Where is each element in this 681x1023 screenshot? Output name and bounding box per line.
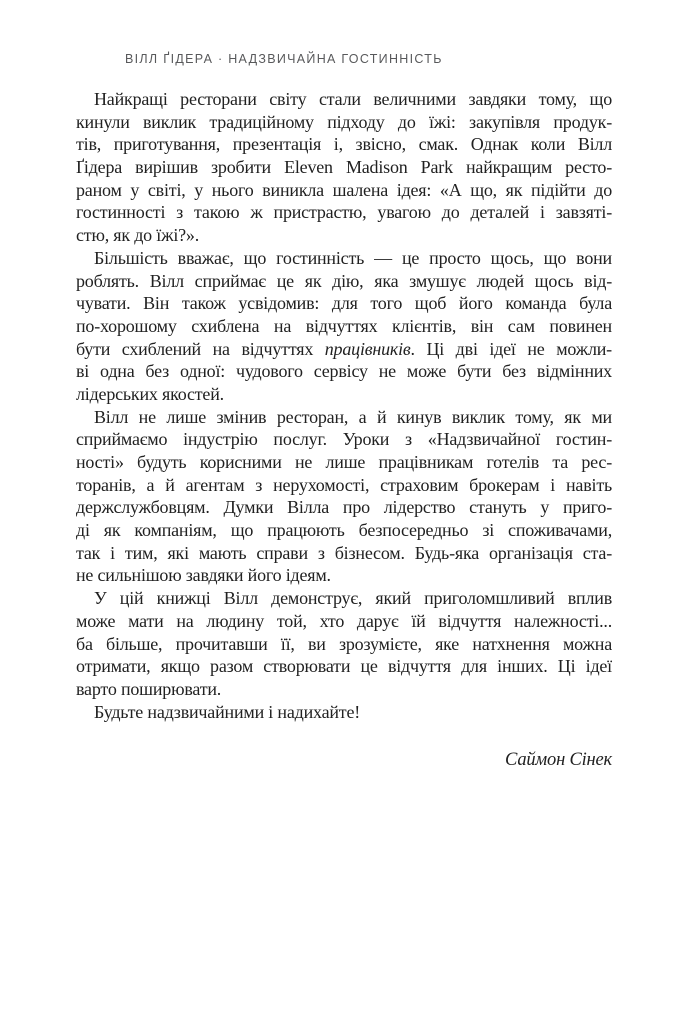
text-segment: У цій книжці Вілл демонструє, який приголомшливий вплив (94, 588, 612, 609)
text-segment: отримати, якщо разом створювати це відчуття для інших. Ці ідеї (76, 656, 612, 677)
text-line (76, 701, 612, 724)
text-segment: не сильнішою завдяки його ідеям. (76, 565, 331, 586)
text-line (76, 406, 612, 429)
text-line (76, 360, 612, 383)
foreword-text-block (76, 88, 612, 772)
text-segment: раном у світі, у нього виникла шалена ідея: «А що, як підійти до (76, 179, 612, 200)
text-line (76, 88, 612, 111)
paragraphs (76, 88, 612, 723)
text-line (76, 383, 612, 406)
text-segment: ності» будуть корисними не лише працівникам готелів та рес- (76, 452, 612, 472)
paragraph (76, 247, 612, 406)
text-line (76, 133, 612, 156)
text-line (76, 428, 612, 451)
text-segment: Вілл не лише змінив ресторан, а й кинув виклик тому, як ми (94, 406, 612, 427)
text-line (76, 270, 612, 293)
paragraph (76, 701, 612, 724)
text-line (76, 201, 612, 224)
text-line (76, 315, 612, 338)
text-segment: бути схиблений на відчуттях (76, 338, 325, 359)
text-segment: так і тим, які мають справи з бізнесом. Будь-яка організація ста- (76, 542, 612, 563)
emphasized-text: працівників (324, 338, 411, 359)
text-line (76, 156, 612, 179)
text-segment: лідерських якостей. (76, 383, 224, 404)
text-segment: стю, як до їжі?». (76, 225, 200, 246)
text-line (76, 179, 612, 202)
text-segment: ді як компаніям, що працюють безпосередньо зі споживачами, (76, 520, 612, 541)
text-line (76, 224, 612, 247)
text-line (76, 292, 612, 315)
text-line (76, 587, 612, 610)
text-segment: Більшість вважає, що гостинність — це просто щось, що вони (94, 247, 612, 268)
text-line (76, 111, 612, 134)
paragraph (76, 587, 612, 700)
text-line (76, 655, 612, 678)
text-line (76, 338, 612, 361)
text-segment: Будьте надзвичайними і надихайте! (94, 701, 361, 722)
text-line (76, 564, 612, 587)
text-line (76, 247, 612, 270)
text-segment: гостинності з такою ж пристрастю, увагою до деталей і завзяті- (76, 202, 612, 223)
text-line (76, 633, 612, 656)
text-line (76, 542, 612, 565)
paragraph (76, 406, 612, 588)
text-segment: може мати на людину той, хто дарує їй відчуття належності... (76, 610, 612, 631)
text-segment: тів, приготування, презентація і, звісно, смак. Однак коли Вілл (76, 134, 612, 155)
text-segment: варто поширювати. (76, 678, 222, 699)
text-segment: Найкращі ресторани світу стали величними завдяки тому, що (94, 89, 612, 109)
paragraph (76, 88, 612, 247)
text-segment: кинули виклик традиційному підходу до їжі: закупівля продук- (76, 111, 612, 132)
text-segment: ві одна без одної: чудового сервісу не може бути без відмінних (76, 361, 612, 382)
text-line (76, 610, 612, 633)
text-segment: по-хорошому схиблена на відчуттях клієнтів, він сам повинен (76, 315, 612, 336)
running-header: ВІЛЛ ҐІДЕРА · НАДЗВИЧАЙНА ГОСТИННІСТЬ (125, 52, 443, 66)
text-line (76, 474, 612, 497)
text-segment: торанів, а й агентам з нерухомості, страховим брокерам і навіть (76, 474, 612, 495)
text-line (76, 678, 612, 701)
text-segment: сприймаємо індустрію послуг. Уроки з «Надзвичайної гостин- (76, 429, 612, 450)
text-segment: держслужбовцям. Думки Вілла про лідерство стануть у приго- (76, 497, 612, 518)
text-segment: роблять. Вілл сприймає це як дію, яка змушує людей щось від- (76, 270, 612, 291)
text-segment: Ґідера вирішив зробити Eleven Madison Park найкращим ресто- (76, 157, 612, 178)
text-line (76, 496, 612, 519)
text-segment: чувати. Він також усвідомив: для того щоб його команда була (76, 293, 612, 314)
text-segment: ба більше, прочитавши її, ви зрозумієте, яке натхнення можна (76, 633, 612, 654)
text-line (76, 519, 612, 542)
text-line (76, 451, 612, 474)
signature: Саймон Сінек (505, 750, 612, 771)
text-segment: . Ці дві ідеї не можли- (410, 338, 612, 359)
